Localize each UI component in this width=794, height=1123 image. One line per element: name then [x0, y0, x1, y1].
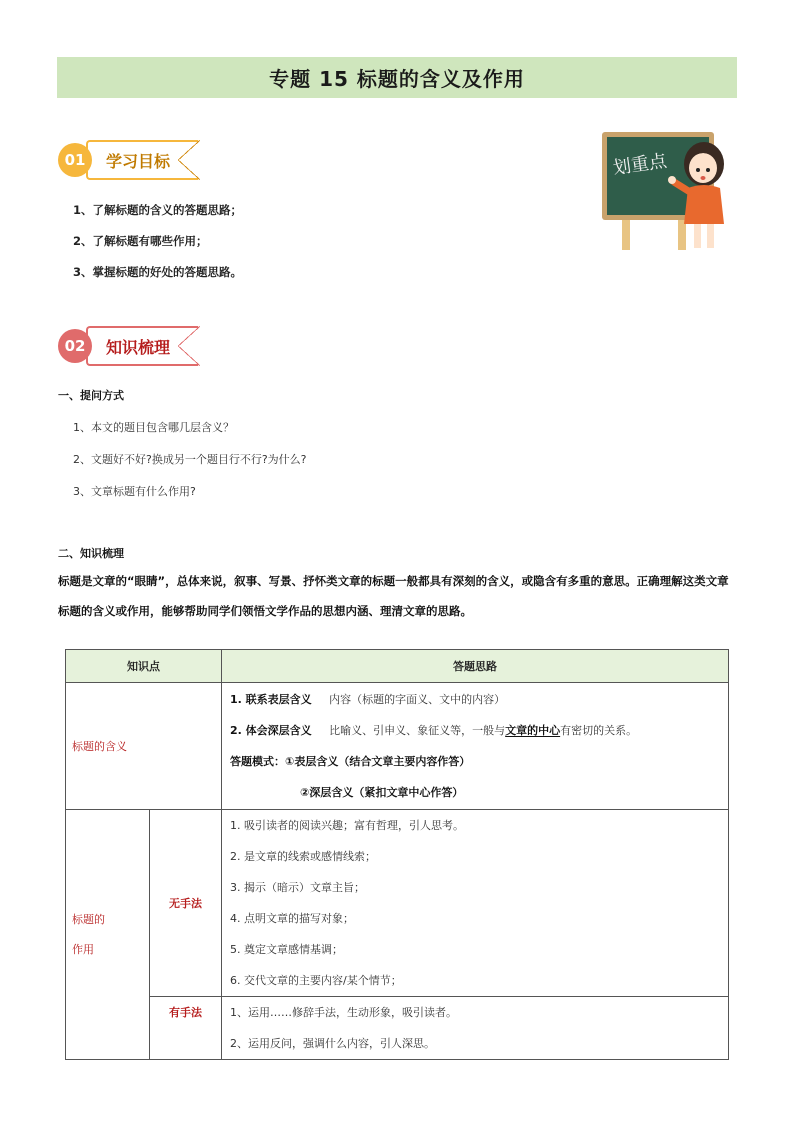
- title-bar: [57, 57, 737, 98]
- knowledge-heading: 二、知识梳理: [58, 547, 124, 560]
- meaning-line: [222, 715, 728, 746]
- section-badge-knowledge: [58, 327, 198, 365]
- meaning-text: 有密切的关系。: [560, 724, 638, 737]
- role-label: 标题的: [72, 912, 105, 926]
- list-item: 2. 是文章的线索或感情线索；: [230, 850, 376, 863]
- no-method-label: 无手法: [169, 897, 202, 910]
- meaning-bold: 答题模式：: [230, 755, 285, 768]
- leg: [707, 224, 714, 248]
- meaning-line: [222, 746, 728, 777]
- question-item: 1、本文的题目包含哪几层含义？: [73, 421, 234, 434]
- role-label: 作用: [72, 942, 94, 956]
- list-item: 2、运用反问，强调什么内容，引人深思。: [230, 1037, 435, 1050]
- meaning-text: ①表层含义（结合文章主要内容作答）: [285, 755, 471, 768]
- table-row: [66, 683, 729, 810]
- no-method-cell: [150, 810, 222, 997]
- table-row: [66, 997, 729, 1060]
- board-text: 划重点: [611, 150, 669, 179]
- meaning-text: 内容（标题的字面义、文中的内容）: [329, 693, 506, 706]
- eye: [696, 168, 700, 172]
- table-header-row: [66, 650, 729, 683]
- with-method-items-cell: [222, 997, 729, 1060]
- section-tag: [86, 326, 198, 366]
- header-cell: 答题思路: [222, 650, 729, 683]
- meaning-underline: 文章的中心: [505, 724, 561, 737]
- question-heading: 一、提问方式: [58, 389, 124, 402]
- meaning-label-cell: [66, 683, 222, 810]
- list-item: 5. 奠定文章感情基调；: [230, 943, 343, 956]
- eye: [706, 168, 710, 172]
- meaning-text: ②深层含义（紧扣文章中心作答）: [300, 786, 464, 799]
- section-tag: [86, 140, 198, 180]
- list-item: 6. 交代文章的主要内容/某个情节；: [230, 974, 402, 987]
- intro-paragraph: 标题是文章的“眼睛”，总体来说，叙事、写景、抒怀类文章的标题一般都具有深刻的含义，或隐含有多重的意思。正确理解这类文章标题的含义或作用，能够帮助同学们领悟文学作品的思想内涵、理清文章的思路。: [58, 574, 729, 618]
- page-title: 专题 15 标题的含义及作用: [269, 67, 525, 91]
- question-item: 3、文章标题有什么作用?: [73, 485, 196, 498]
- goal-item: 1、了解标题的含义的答题思路；: [73, 203, 242, 217]
- list-item: 1. 吸引读者的阅读兴趣；富有哲理，引人思考。: [230, 819, 464, 832]
- section-label: 学习目标: [106, 151, 171, 171]
- meaning-line: [222, 777, 728, 808]
- meaning-cell: [222, 683, 729, 810]
- hand: [668, 176, 676, 184]
- header-cell: 知识点: [66, 650, 222, 683]
- knowledge-table: [65, 649, 729, 1060]
- no-method-items-cell: [222, 810, 729, 997]
- section-label: 知识梳理: [106, 337, 171, 357]
- section-number: 01: [58, 143, 92, 177]
- list-item: 3. 揭示（暗示）文章主旨；: [230, 881, 365, 894]
- list-item: 1、运用……修辞手法，生动形象，吸引读者。: [230, 1006, 457, 1019]
- goal-item: 3、掌握标题的好处的答题思路。: [73, 265, 242, 279]
- easel-leg: [622, 216, 630, 250]
- with-method-label: 有手法: [169, 1006, 202, 1019]
- meaning-text: 比喻义、引申义、象征义等，一般与: [329, 724, 506, 737]
- goal-item: 2、了解标题有哪些作用；: [73, 234, 208, 248]
- list-item: 4. 点明文章的描写对象；: [230, 912, 354, 925]
- section-badge-goals: [58, 141, 198, 179]
- table-row: [66, 810, 729, 997]
- meaning-bold: 2. 体会深层含义: [230, 724, 312, 737]
- with-method-cell: [150, 997, 222, 1060]
- meaning-bold: 1. 联系表层含义: [230, 693, 312, 706]
- leg: [694, 224, 701, 248]
- teacher-illustration: [600, 128, 740, 252]
- meaning-line: [222, 684, 728, 715]
- role-label-cell: [66, 810, 150, 1060]
- section-number: 02: [58, 329, 92, 363]
- meaning-label: 标题的含义: [72, 740, 127, 753]
- question-item: 2、文题好不好?换成另一个题目行不行?为什么?: [73, 453, 307, 466]
- mouth: [701, 176, 706, 180]
